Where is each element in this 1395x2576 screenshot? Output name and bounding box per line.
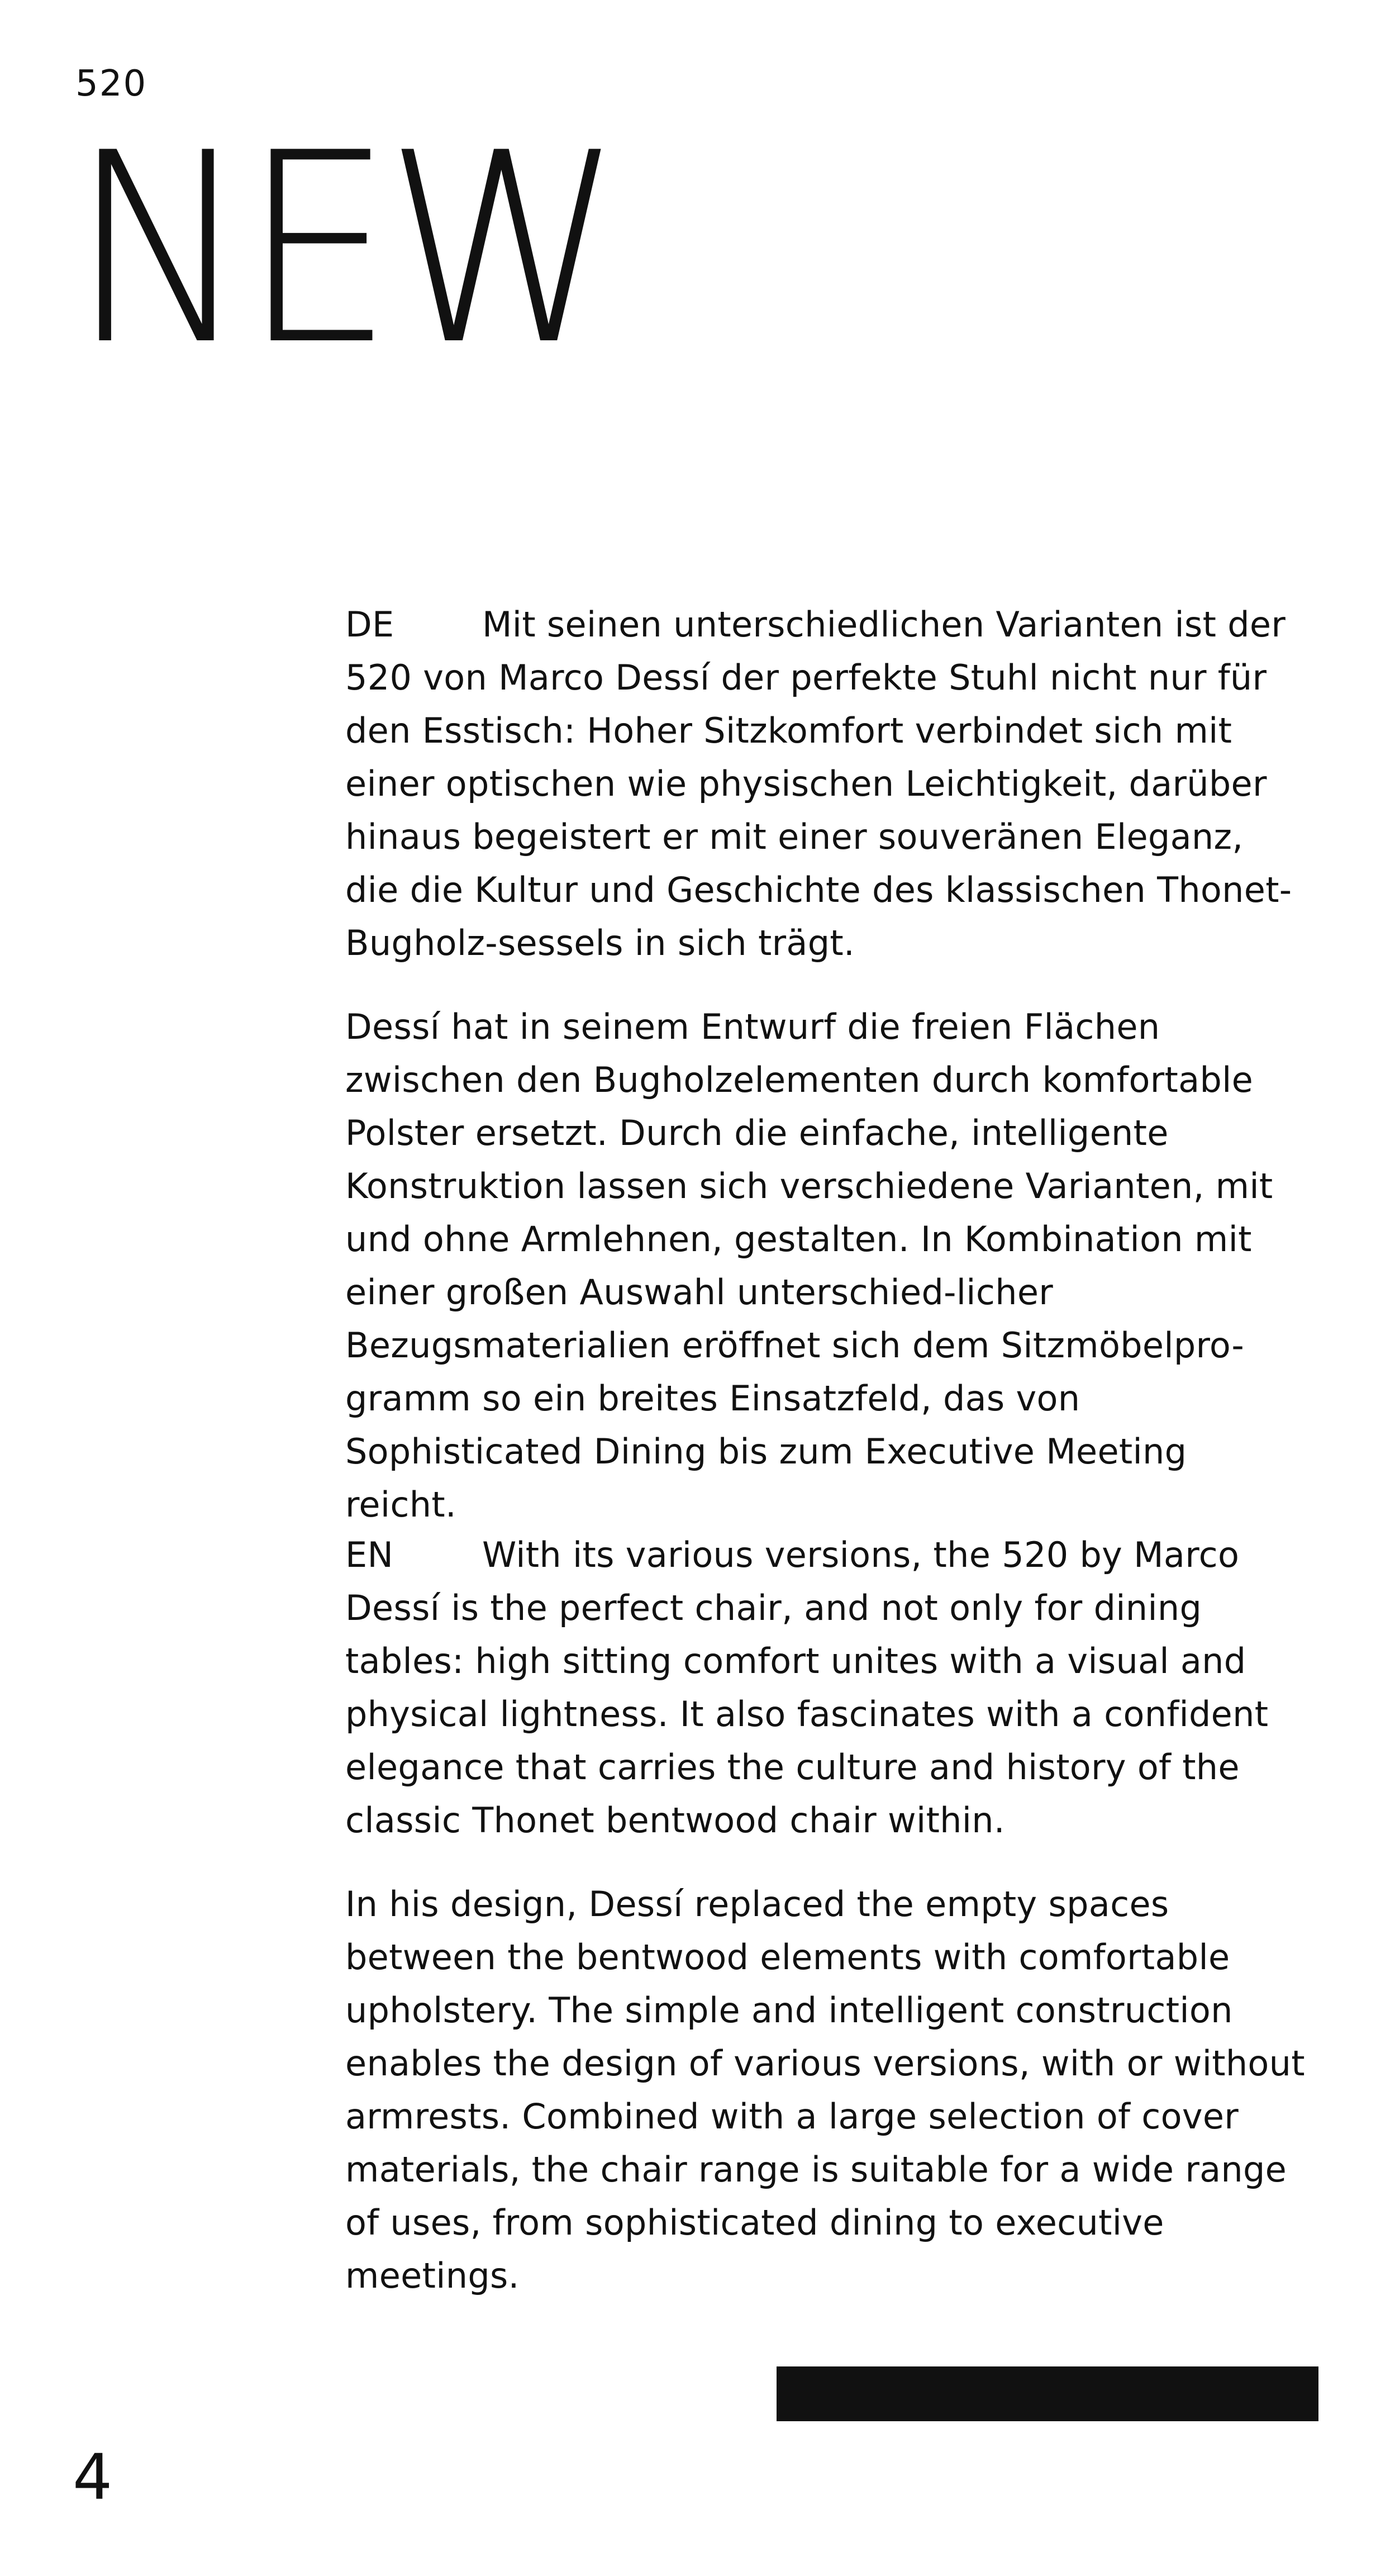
german-language-code: DE [345,604,394,645]
page-number: 4 [73,2441,113,2514]
german-paragraph-2: Dessí hat in seinem Entwurf die freien Flächen zwischen den Bugholzelementen durch komfortable Polster ersetzt. Durch die einfache, intelligente Konstruktion lassen sich verschiedene Varianten, mit und ohne Armlehnen, gestalten. In Kombination mit einer großen Auswahl unterschied-licher Bezugsmaterialien eröffnet sich dem Sitzmöbelpro-gramm so ein breites Einsatzfeld, das von Sophisticated Dining bis zum Executive Meeting reicht. [345,1006,1273,1525]
english-language-code: EN [345,1534,394,1575]
german-paragraph-1 [345,598,1306,969]
english-paragraph-1 [345,1528,1306,1847]
english-paragraph-2: In his design, Dessí replaced the empty spaces between the bentwood elements with comfortable upholstery. The simple and intelligent construction enables the design of various versions, with or without armrests. Combined with a large selection of cover materials, the chair range is suitable for a wide range of uses, from sophisticated dining to executive meetings. [345,1884,1305,2296]
decorative-black-bar [777,2366,1318,2421]
english-text-block [345,1528,1306,2333]
page-headline: NEW [70,97,615,402]
german-paragraph-1-text: Mit seinen unterschiedlichen Varianten ist der 520 von Marco Dessí der perfekte Stuhl nicht nur für den Esstisch: Hoher Sitzkomfort verbindet sich mit einer optischen wie physischen Leichtigkeit, darüber hinaus begeistert er mit einer souveränen Eleganz, die die Kultur und Geschichte des klassischen Thonet-Bugholz-sessels in sich trägt. [345,604,1292,963]
german-text-block [345,598,1306,1562]
model-number: 520 [75,63,147,104]
english-paragraph-1-text: With its various versions, the 520 by Marco Dessí is the perfect chair, and not only for dining tables: high sitting comfort unites with a visual and physical lightness. It also fascinates with a confident elegance that carries the culture and history of the classic Thonet bentwood chair within. [345,1534,1269,1841]
